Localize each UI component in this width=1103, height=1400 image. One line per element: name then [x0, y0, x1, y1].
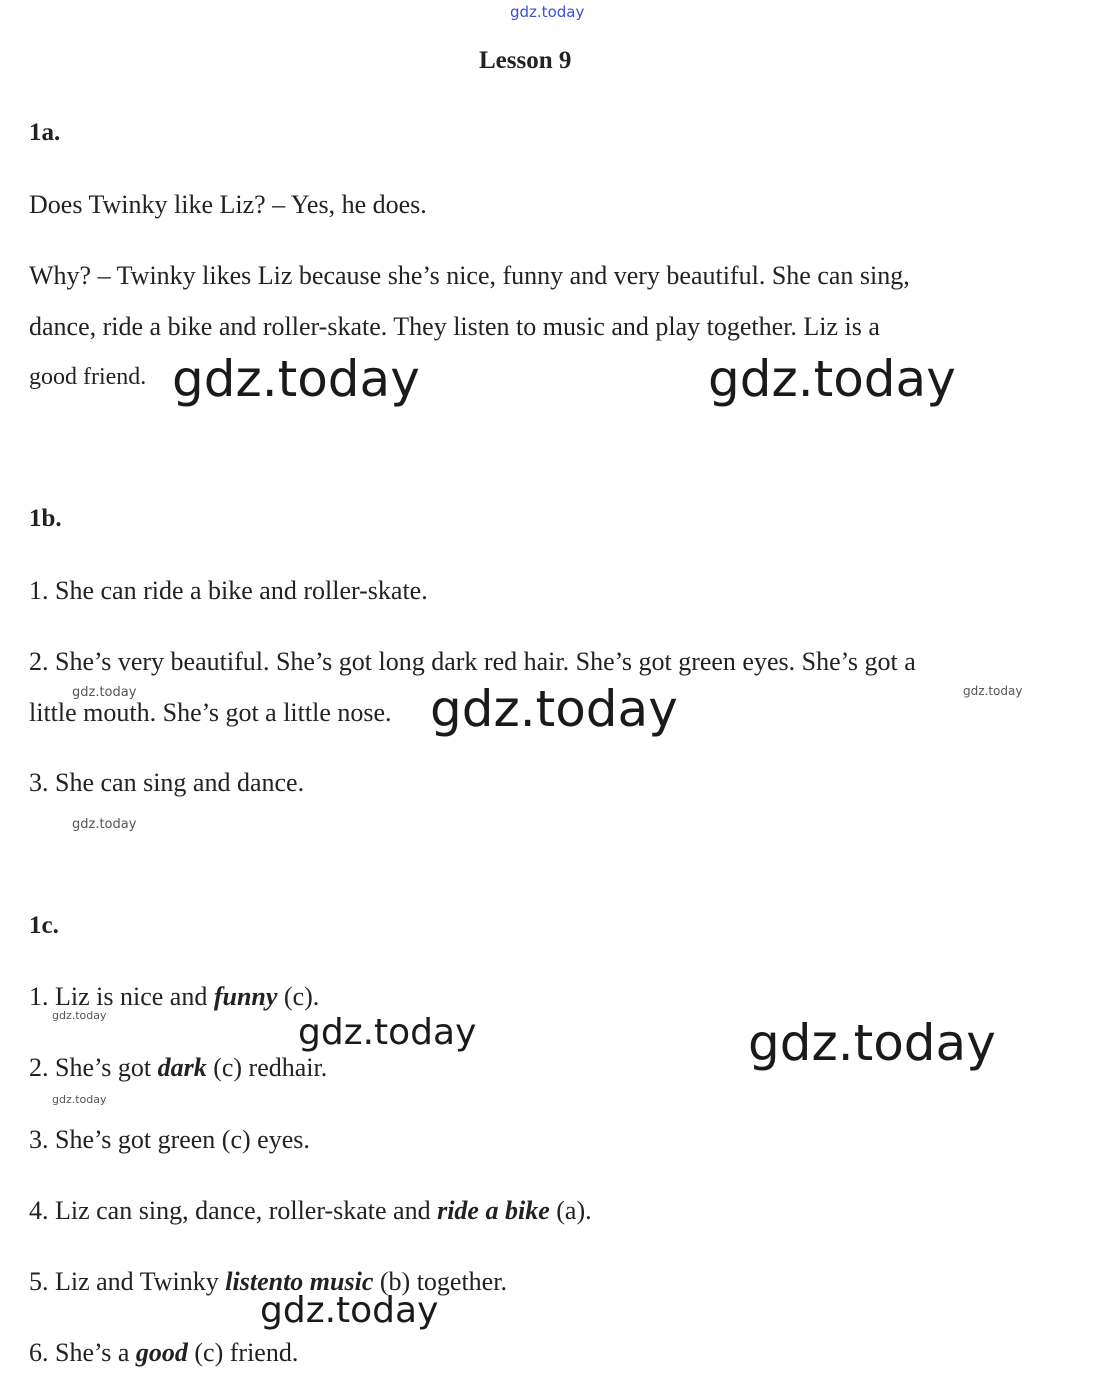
section-1c-item-2 [29, 1053, 327, 1083]
section-1c-item-1 [29, 982, 319, 1012]
watermark-large-5: gdz.today [748, 1014, 996, 1072]
item-1-text: 1. Liz is nice and [29, 982, 214, 1011]
watermark-large-2: gdz.today [708, 350, 956, 408]
watermark-tiny-2: gdz.today [52, 1093, 107, 1106]
section-1a-heading: 1a. [29, 119, 61, 146]
section-1a-question: Does Twinky like Liz? – Yes, he does. [29, 190, 427, 219]
watermark-small-1: gdz.today [72, 685, 137, 700]
section-1a-paragraph-line-3: good friend. [29, 364, 147, 390]
item-6-option: (c) friend. [187, 1338, 299, 1367]
item-4-option: (a). [549, 1196, 592, 1225]
watermark-large-3: gdz.today [430, 680, 678, 738]
item-2-option: (c) redhair. [206, 1053, 328, 1082]
watermark-large-6: gdz.today [260, 1290, 439, 1331]
item-2-answer: dark [157, 1053, 207, 1082]
section-1a-paragraph-line-1: Why? – Twinky likes Liz because she’s nice, funny and very beautiful. She can sing, [29, 261, 910, 290]
section-1b-item-3: 3. She can sing and dance. [29, 768, 305, 797]
section-1c-item-4 [29, 1196, 592, 1226]
section-1a-paragraph-line-2: dance, ride a bike and roller-skate. They listen to music and play together. Liz is a [29, 312, 880, 341]
watermark-small-2: gdz.today [963, 684, 1023, 698]
item-2-text: 2. She’s got [29, 1053, 158, 1082]
section-1b-item-2-line-2: little mouth. She’s got a little nose. [29, 698, 392, 727]
item-1-option: (c). [277, 982, 320, 1011]
item-5-answer: listento music [225, 1267, 374, 1296]
watermark-small-3: gdz.today [72, 817, 137, 832]
item-5-text: 5. Liz and Twinky [29, 1267, 226, 1296]
section-1c-item-3: 3. She’s got green (c) eyes. [29, 1125, 310, 1154]
page-title: Lesson 9 [479, 47, 572, 74]
section-1b-item-1: 1. She can ride a bike and roller-skate. [29, 576, 428, 605]
section-1c-item-6 [29, 1338, 298, 1368]
item-4-answer: ride a bike [437, 1196, 550, 1225]
item-6-answer: good [135, 1338, 188, 1367]
section-1b-item-2-line-1: 2. She’s very beautiful. She’s got long dark red hair. She’s got green eyes. She’s got a [29, 647, 916, 676]
item-1-answer: funny [213, 982, 278, 1011]
item-6-text: 6. She’s a [29, 1338, 136, 1367]
section-1c-heading: 1c. [29, 912, 59, 939]
section-1b-heading: 1b. [29, 505, 62, 532]
watermark-large-1: gdz.today [172, 350, 420, 408]
watermark-top: gdz.today [510, 3, 585, 21]
item-5-option: (b) together. [373, 1267, 507, 1296]
watermark-tiny-1: gdz.today [52, 1009, 107, 1022]
watermark-large-4: gdz.today [298, 1012, 477, 1053]
item-4-text: 4. Liz can sing, dance, roller-skate and [29, 1196, 438, 1225]
